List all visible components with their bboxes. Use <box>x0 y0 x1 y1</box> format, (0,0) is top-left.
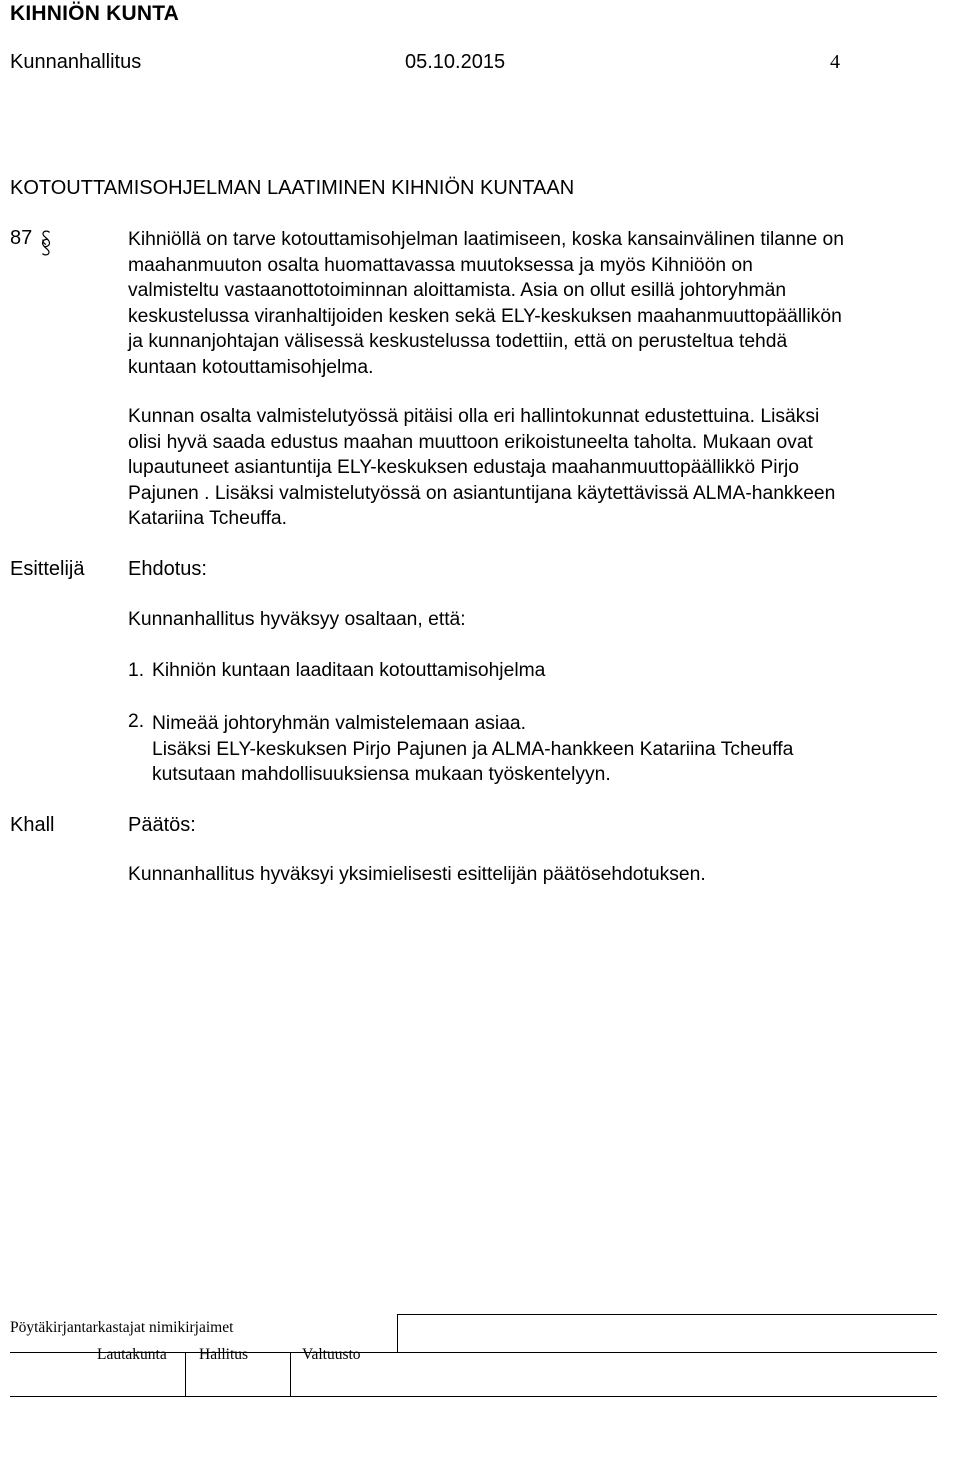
paragraph-line: lupautuneet asiantuntija ELY-keskuksen edustaja maahanmuuttopäällikkö Pirjo <box>128 457 799 478</box>
footer-caption: Pöytäkirjantarkastajat nimikirjaimet <box>10 1319 234 1336</box>
header-page-number: 4 <box>830 51 840 73</box>
paragraph-line: Katariina Tcheuffa. <box>128 508 288 529</box>
paragraph-line: valmisteltu vastaanottotoiminnan aloittamista. Asia on ollut esillä johtoryhmän <box>128 280 787 301</box>
proposal-item-text: Kihniön kuntaan laaditaan kotouttamisohjelma <box>152 660 546 681</box>
section-sign-icon <box>39 229 53 257</box>
proposal-item-number: 1. <box>128 660 145 681</box>
paragraph-line: olisi hyvä saada edustus maahan muuttoon erikoistuneelta taholta. Mukaan ovat <box>128 431 813 453</box>
proposal-item-line: Nimeää johtoryhmän valmistelemaan asiaa. <box>152 713 527 734</box>
paragraph-background <box>128 227 844 380</box>
footer-divider <box>397 1314 398 1352</box>
decision-text: Kunnanhallitus hyväksyi yksimielisesti esittelijän päätösehdotuksen. <box>128 864 706 885</box>
paragraph-line: ja kunnanjohtajan välisessä keskustelussa todettiin, että on perusteltua tehdä <box>128 331 788 352</box>
proposal-item-number: 2. <box>128 711 145 732</box>
section-title: KOTOUTTAMISOHJELMAN LAATIMINEN KIHNIÖN KUNTAAN <box>10 177 575 199</box>
footer-divider <box>290 1352 291 1396</box>
proposal-label: Ehdotus: <box>128 558 207 580</box>
footer-column-label: Hallitus <box>199 1346 249 1363</box>
footer-column-label: Valtuusto <box>302 1346 361 1363</box>
decision-label: Päätös: <box>128 814 196 836</box>
footer-divider <box>185 1352 186 1396</box>
proposal-intro: Kunnanhallitus hyväksyy osaltaan, että: <box>128 609 466 630</box>
organization-name: KIHNIÖN KUNTA <box>10 2 180 25</box>
paragraph-line: Kunnan osalta valmistelutyössä pitäisi olla eri hallintokunnat edustettuina. Lisäksi <box>128 406 820 427</box>
proposal-item-text <box>152 711 793 788</box>
paragraph-line: maahanmuuton osalta huomattavassa muutoksessa ja myös Kihniöön on <box>128 254 753 276</box>
paragraph-line: keskustelussa viranhaltijoiden kesken sekä ELY-keskuksen maahanmuuttopäällikön <box>128 305 842 327</box>
header-body-name: Kunnanhallitus <box>10 51 142 73</box>
footer-divider <box>10 1396 937 1397</box>
proposal-item-line: kutsutaan mahdollisuuksiensa mukaan työskentelyyn. <box>152 764 611 785</box>
presenter-label: Esittelijä <box>10 558 85 580</box>
footer-divider <box>397 1314 937 1315</box>
paragraph-line: kuntaan kotouttamisohjelma. <box>128 356 374 378</box>
proposal-item-line: Lisäksi ELY-keskuksen Pirjo Pajunen ja ALMA-hankkeen Katariina Tcheuffa <box>152 738 794 760</box>
header-date: 05.10.2015 <box>405 51 506 73</box>
footer-column-label: Lautakunta <box>97 1346 167 1363</box>
paragraph-line: Kihniöllä on tarve kotouttamisohjelman laatimiseen, koska kansainvälinen tilanne on <box>128 229 844 250</box>
section-number: 87 <box>10 227 33 249</box>
paragraph-line: Pajunen . Lisäksi valmistelutyössä on asiantuntijana käytettävissä ALMA-hankkeen <box>128 482 836 504</box>
decision-body-label: Khall <box>10 814 55 836</box>
paragraph-preparation <box>128 404 835 532</box>
